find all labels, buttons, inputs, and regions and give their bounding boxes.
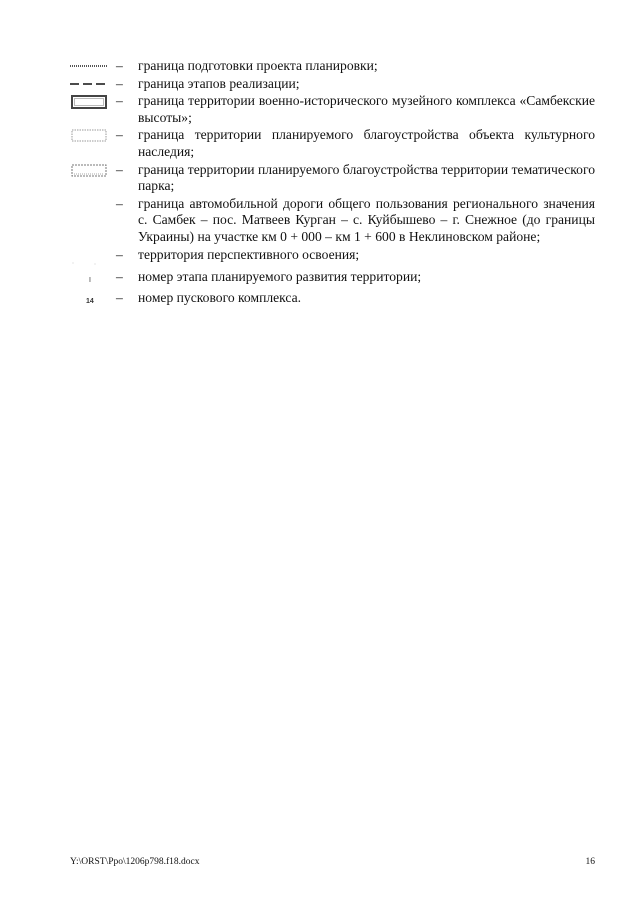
theme-park-boundary-icon	[70, 162, 116, 179]
legend-dash: –	[116, 269, 123, 285]
road-boundary-icon	[70, 196, 116, 213]
stage-number-label: I	[89, 277, 91, 285]
legend-item-theme-park-boundary	[70, 162, 595, 195]
page-footer	[70, 857, 595, 867]
legend-text: номер этапа планируемого развития территории;	[138, 269, 422, 285]
planning-boundary-icon	[70, 58, 116, 75]
stage-number-icon	[70, 269, 116, 286]
legend-dash: –	[116, 161, 123, 177]
legend-text: граница подготовки проекта планировки;	[138, 58, 378, 73]
perspective-territory-icon	[70, 247, 116, 264]
legend-item-museum-complex-boundary	[70, 93, 595, 126]
legend-text: номер пускового комплекса.	[138, 289, 302, 305]
page-number: 16	[585, 857, 595, 867]
legend-item-planning-boundary	[70, 58, 595, 75]
legend-dash: –	[116, 93, 123, 109]
heritage-boundary-icon	[70, 127, 116, 144]
legend-dash: –	[116, 127, 123, 143]
legend-text: граница автомобильной дороги общего пользования регионального значения с. Самбек – пос. Матвеев Курган – с. Куйбышево – г. Снежное (до границы Украины) на участке км 0 + 000 – км 1 + 600 в Неклиновском районе;	[138, 195, 595, 244]
legend-item-perspective-territory	[70, 247, 595, 264]
legend-dash: –	[116, 289, 123, 305]
legend-dash: –	[116, 195, 123, 211]
legend-item-heritage-boundary	[70, 127, 595, 160]
launch-complex-number-label: 14	[86, 297, 94, 305]
legend-dash: –	[116, 58, 123, 73]
launch-complex-number-icon	[70, 290, 116, 307]
legend-item-stage-number	[70, 269, 595, 286]
legend-item-launch-complex-number	[70, 290, 595, 307]
legend-dash: –	[116, 246, 123, 262]
legend-text: территория перспективного освоения;	[138, 246, 360, 262]
legend-text: граница территории военно-исторического музейного комплекса «Самбекские высоты»;	[138, 93, 595, 125]
legend-text: граница территории планируемого благоустройства территории тематического парка;	[138, 161, 595, 194]
legend-item-road-boundary	[70, 196, 595, 246]
legend-item-stage-boundary	[70, 76, 595, 93]
legend-text: граница этапов реализации;	[138, 75, 300, 91]
stage-boundary-icon	[70, 76, 116, 93]
legend-text: граница территории планируемого благоустройства объекта культурного наследия;	[138, 127, 595, 159]
legend	[70, 58, 595, 307]
legend-dash: –	[116, 75, 123, 91]
museum-complex-boundary-icon	[70, 93, 116, 110]
file-path: Y:\ORST\Ppo\1206p798.f18.docx	[70, 857, 200, 867]
